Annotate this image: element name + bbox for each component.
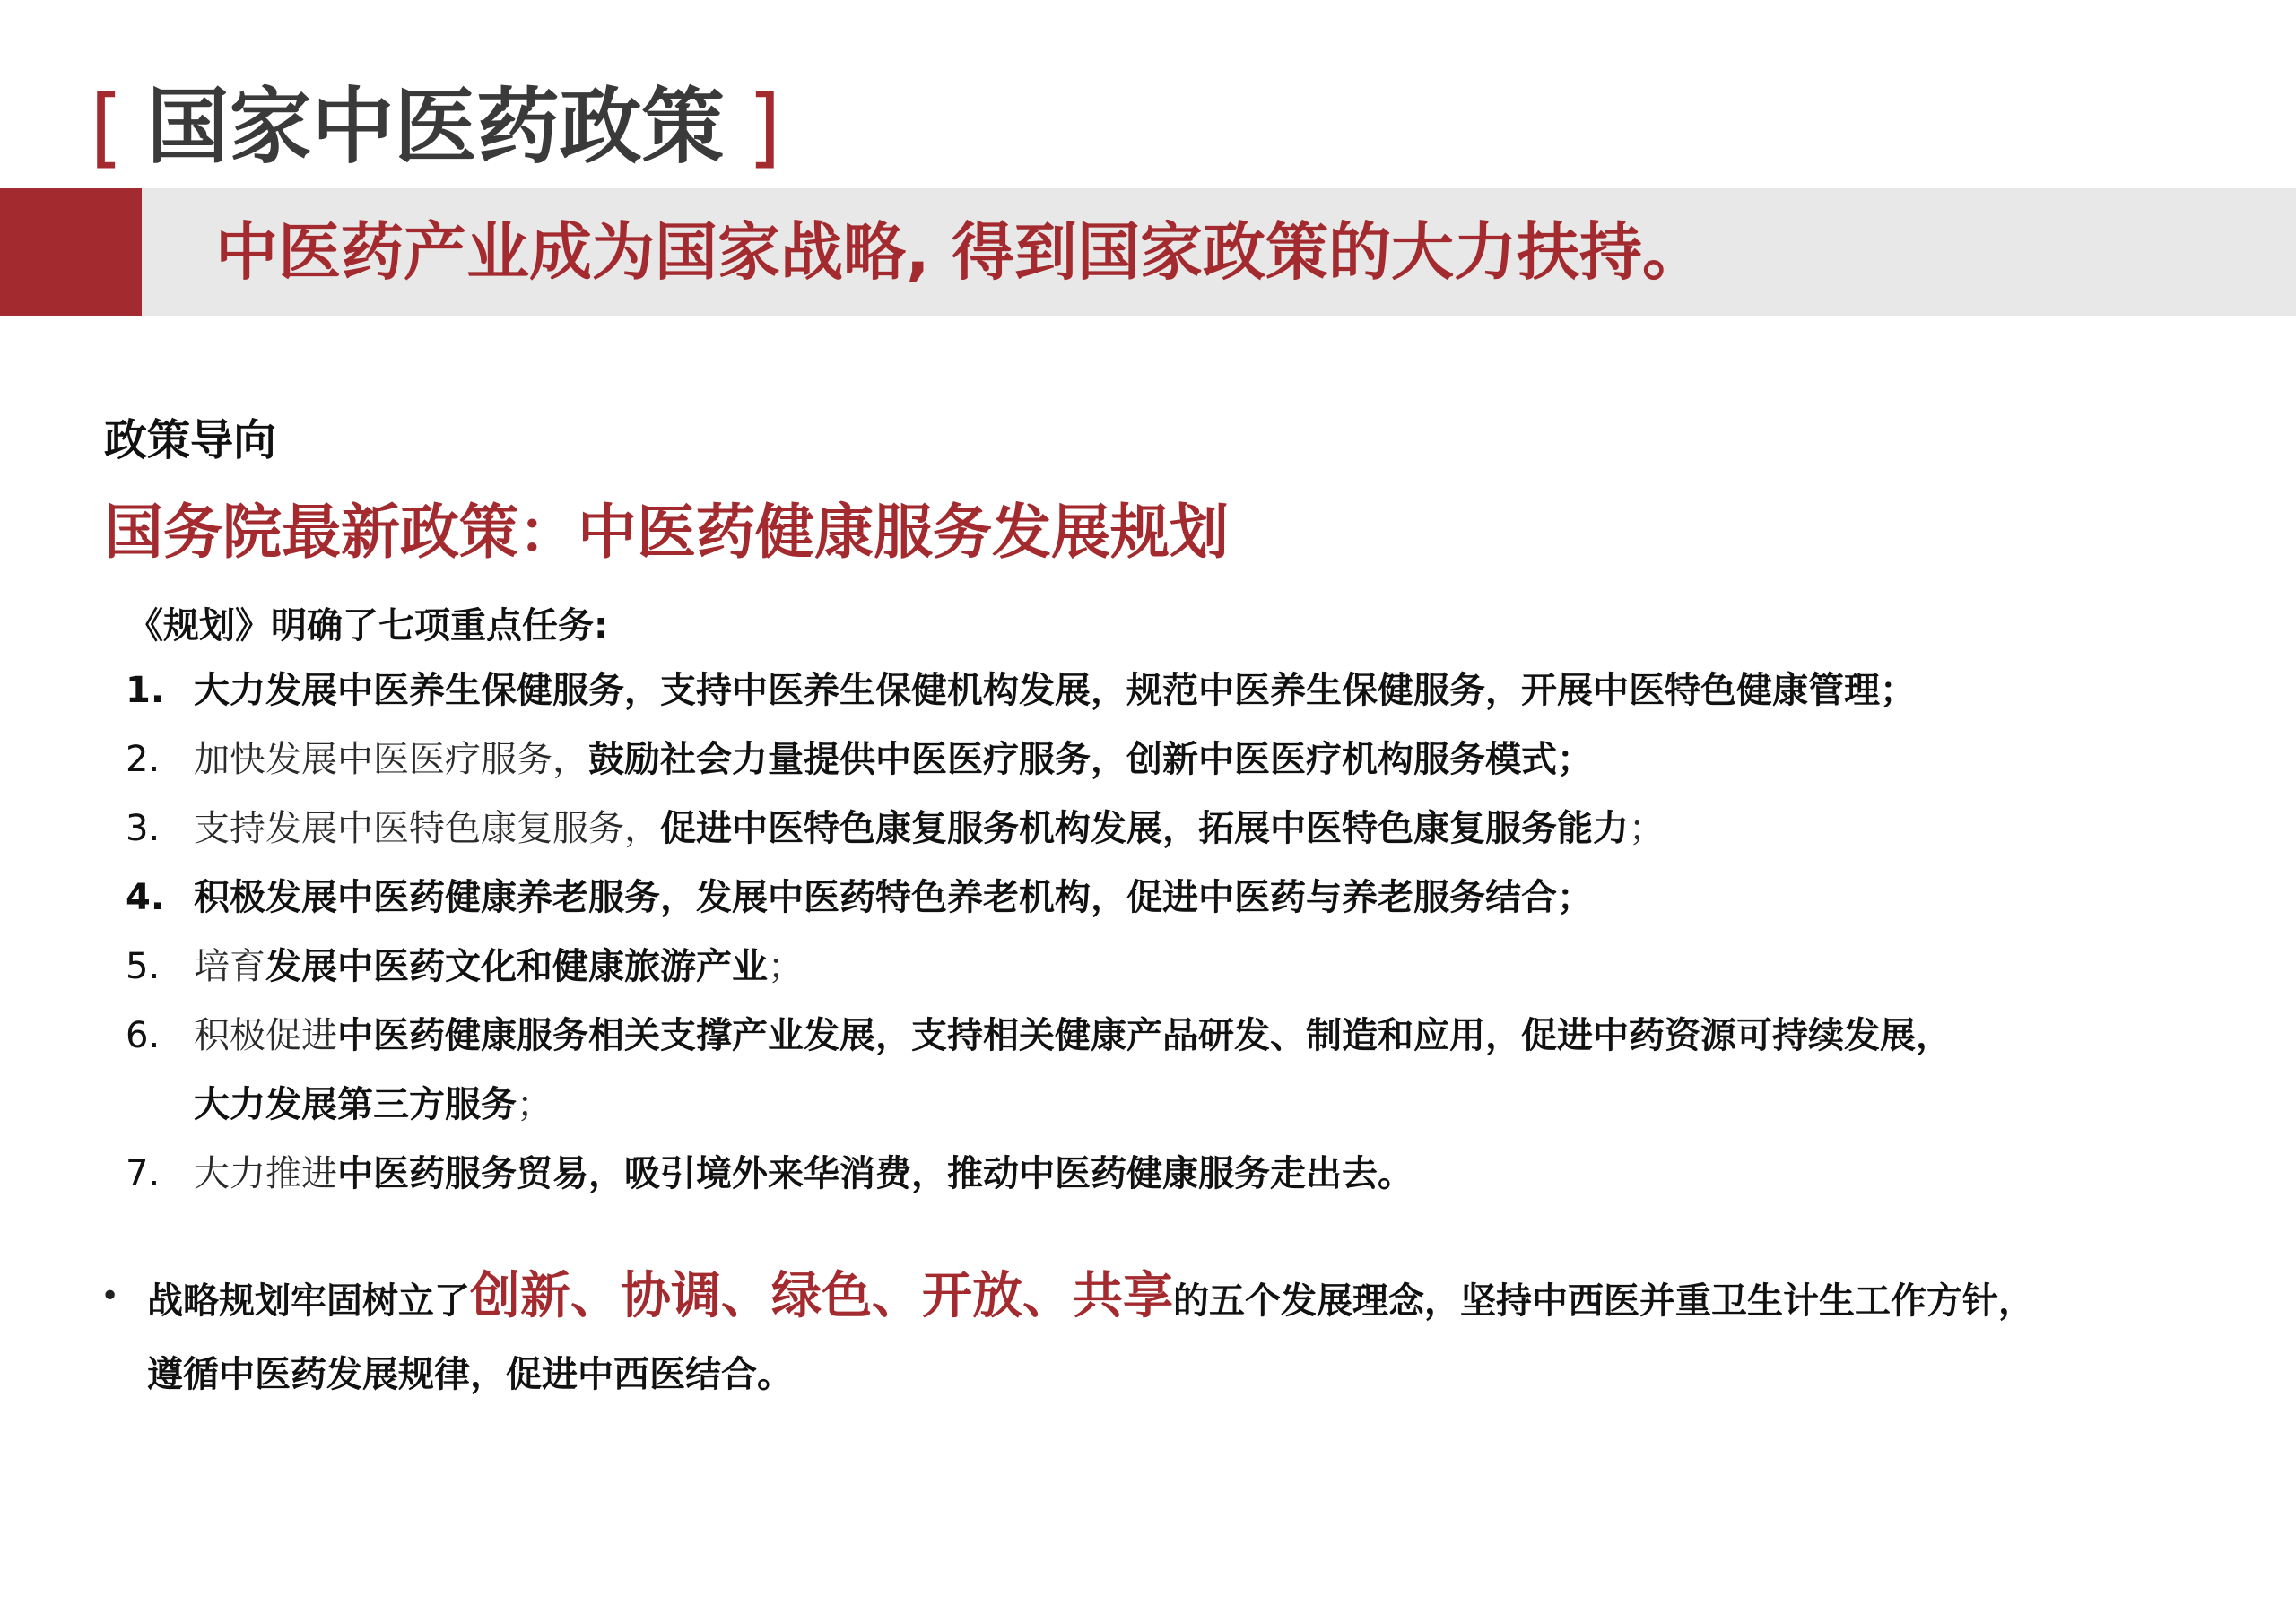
task-item-7 (126, 1140, 2242, 1209)
task-number: 5. (126, 946, 161, 987)
task-list (126, 656, 2242, 1209)
summary-line-1 (100, 1255, 2253, 1342)
task-regular-text: 培育 (194, 946, 265, 987)
summary-line-2: 遵循中医药发展规律，促进中西医结合。 (147, 1354, 793, 1395)
task-item-5 (126, 933, 2242, 1002)
banner-headline: 中医药产业成为国家战略, 得到国家政策的大力扶持。 (215, 215, 1705, 289)
task-item-1 (126, 656, 2242, 725)
title-bracket-close: ] (747, 77, 781, 178)
task-item-6-continued (126, 1071, 2242, 1140)
task-number: 4. (126, 877, 165, 918)
section-label: 政策导向 (104, 415, 277, 465)
title-bracket-open: [ (90, 77, 124, 178)
task-number: 7. (126, 1153, 161, 1194)
task-bold-text: 中医药服务贸易，吸引境外来华消费，推动中医药健康服务走出去。 (337, 1153, 1413, 1194)
task-bold-text: 中医药健康服务相关支撑产业发展，支持相关健康产品研发、制造和应用，促进中药资源可持续发展， (337, 1015, 1952, 1056)
task-item-2 (126, 725, 2242, 794)
title-text: 国家中医药政策 (146, 79, 725, 175)
task-bold-text: 大力发展第三方服务 (194, 1084, 517, 1125)
bullet-icon: • (100, 1278, 120, 1315)
task-bold-text: 促进中医特色康复服务机构发展，拓展中医特色康复服务能力 (660, 808, 1629, 849)
task-number: 2. (126, 739, 161, 780)
task-regular-text: 支持发展中医特色康复服务， (194, 808, 660, 849)
task-item-4 (126, 864, 2242, 933)
task-item-6 (126, 1002, 2242, 1071)
headline-banner (0, 188, 2296, 316)
task-number: 1. (126, 670, 165, 711)
tasks-intro: 《规划》明确了七项重点任务: (127, 605, 608, 647)
development-concepts: 创新、协调、绿色、开放、共享 (470, 1267, 1173, 1325)
task-bold-text: 大力发展中医养生保健服务，支持中医养生保健机构发展，规范中医养生保健服务，开展中医特色健康管理； (194, 670, 1916, 711)
task-regular-text: 积极促进 (194, 1015, 337, 1056)
task-number: 6. (126, 1015, 161, 1056)
task-bold-text: 积极发展中医药健康养老服务，发展中医药特色养老机构，促进中医药与养老服务结合； (194, 877, 1593, 918)
task-bold-text: 鼓励社会力量提供中医医疗服务，创新中医医疗机构服务模式； (588, 739, 1593, 780)
task-number: 3. (126, 808, 161, 849)
summary-bullet-point (100, 1255, 2253, 1407)
policy-title: 国务院最新政策：中医药健康服务发展规划 (104, 498, 1229, 567)
summary-prefix: 战略规划牢固树立了 (147, 1280, 470, 1322)
summary-suffix: 的五个发展理念，坚持中西医并重卫生计生工作方针， (1173, 1280, 2034, 1322)
task-tail: ； (517, 1084, 552, 1125)
task-bold-text: 发展中医药文化和健康旅游产业 (265, 946, 768, 987)
task-regular-text: 大力推进 (194, 1153, 337, 1194)
task-tail: ； (1629, 808, 1665, 849)
task-regular-text: 加快发展中医医疗服务， (194, 739, 588, 780)
banner-accent-block (0, 188, 142, 316)
task-item-3 (126, 794, 2242, 864)
page-title (90, 74, 781, 181)
task-tail: ； (768, 946, 804, 987)
